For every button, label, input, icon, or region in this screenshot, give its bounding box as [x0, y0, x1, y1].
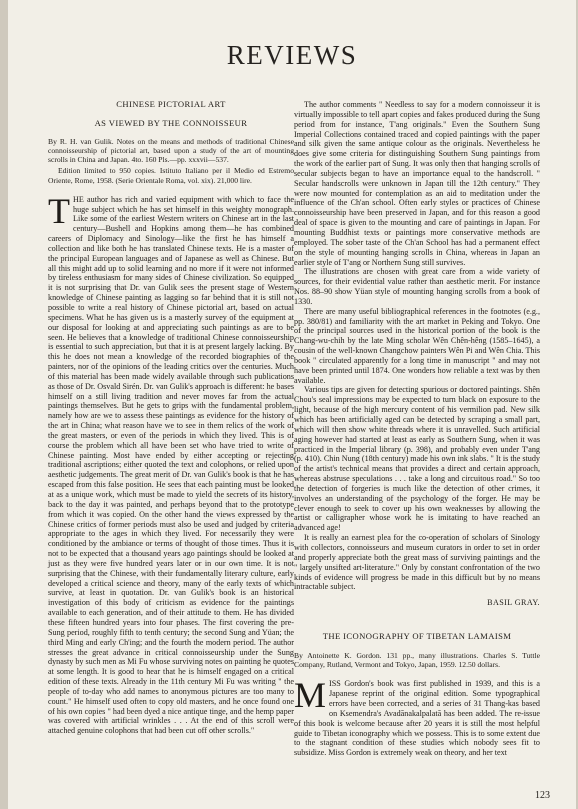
reviewer-signature: BASIL GRAY.: [487, 598, 540, 608]
review1-body: [48, 190, 294, 736]
review2-dropcap: M: [294, 675, 327, 716]
review2-title: THE ICONOGRAPHY OF TIBETAN LAMAISM: [322, 631, 512, 642]
review1-subtitle: AS VIEWED BY THE CONNOISSEUR: [94, 117, 248, 128]
left-column: [48, 100, 294, 736]
review2-body: [294, 675, 540, 758]
review2-bibliography: By Antoinette K. Gordon. 131 pp., many illustrations. Charles S. Tuttle Company, Rutland, Vermont and Tokyo, Japan, 1959. 12.50 dollars.: [294, 650, 540, 670]
right-column: [294, 100, 540, 758]
page-number: 123: [535, 790, 550, 801]
review2-body-text: ISS Gordon's book was first published in 1939, and this is a Japanese reprint of the original edition. Some typographical errors have been corrected, and a series of 31 Thang-kas based on Ksemendra's Avadānakalpalatā has been added. The re-issue of this book is welcome because after 20 years it is still the most helpful guide to Tibetan iconography which we possess. This is to some extent due to the stagnant condition of these studies which nobody sees fit to subsidize. Miss Gordon is extremely weak on theory, and her text: [294, 679, 540, 758]
journal-page: [8, 0, 576, 809]
review1-paragraph: There are many useful bibliographical references in the footnotes (e.g., pp. 380/81) and familiarity with the art market in Peking and Tokyo. One of the principal sources used in the historical portion of the book is the Chang-wu-chih by the late Ming scholar Wên Chên-hêng (1585–1645), a cousin of the well-known Changchow painters Wên Pi and Wên Chia. This book " circulated apparently for a long time in manuscript " and may not have been printed until 1874. One wonders how reliable a text was by then available.: [294, 306, 540, 385]
review1-paragraph: The author comments " Needless to say for a modern connoisseur it is virtually impossible to tell apart copies and fakes produced during the Sung period from for instance, T'ang originals." Even the Southern Sung Imperial Collections contained traced and copied paintings with the paper and silk given the same antique colour as the originals. Nevertheless he does give some criteria for distinguishing Southern Sung paintings from the work of the earlier part of Sung. It was only then that hanging scrolls of secular subjects began to have an importance equal to the handscroll. " Secular handscrolls were unknown in Japan till the 12th century." They were now mounted for contemplation as an aid to meditation under the influence of the Ch'an school. Often early styles or practices of Chinese connoisseurship have been preserved in Japan, and for this reason a good deal of space is given to the mounting and care of paintings in Japan. For mounting Buddhist texts or paintings more conservative methods are employed. The sober taste of the Ch'an School has had a permanent effect on the style of mounting hanging scrolls in China, whereas in Japan an earlier style of T'ang or Northern Sung still survives.: [294, 100, 540, 267]
review1-bibliography: By R. H. van Gulik. Notes on the means and methods of traditional Chinese connoisseurship of pictorial art, based upon a study of the art of mounting scrolls in China and Japan. 4to. 160 Pls.—pp. xxxvii—537.: [48, 136, 294, 165]
review1-paragraph: It is really an earnest plea for the co-operation of scholars of Sinology with collectors, connoisseurs and museum curators in order to set in order and properly appreciate both the great mass of surviving paintings and the " largely unsifted art-literature." Only by constant confrontation of the two kinds of evidence will progress be made in this difficult but by no means intractable subject.: [294, 533, 540, 592]
review1-paragraph: Various tips are given for detecting spurious or doctored paintings. Shên Chou's seal impressions may be expected to turn black on exposure to the light, because of the high mercury content of his vermilion pad. New silk which has been artificially aged can be detected by scraping a small part, which will then show white threads where it is unravelled. Such artificial aging however had started at least as early as Southern Sung, when it was practiced in the Imperial library (p. 398), and probably even under T'ang (p. 410). Chin Nung (18th century) made his own ink slabs. " It is the study of the artist's technical means that provides a direct and certain approach, whereas abstruse speculations . . . take a long and circuitous road." So too the detection of forgeries is much like the detection of other crimes, it involves an understanding of the psychology of the forger. He may be clever enough to seek to cover up his own weaknesses by allowing the artist or calligrapher whose work he is imitating to have reached an advanced age!: [294, 385, 540, 533]
review1-body-text: HE author has rich and varied equipment with which to face the huge subject which he has set himself in this weighty monograph. Like some of the earliest Western writers on Chinese art in the last century—Bushell and Hopkins among them—he has combined careers of Diplomacy and Sinology—like the first he has himself a collection and like both he has translated Chinese texts. He is a master of the principal European languages and of Japanese as well as Chinese. But all this might add up to solid learning and no more if it were not informed by tireless enthusiasm for many sides of Chinese civilization. So equipped it is not surprising that Dr. van Gulik sees the present stage of Western knowledge of Chinese painting as lagging so far behind that it is still not possible to write a real history of Chinese pictorial art, based on actual specimens. What he has given us is a masterly survey of the equipment at our disposal for looking at and appreciating such paintings as are to be seen. He believes that a knowledge of traditional Chinese connoisseurship is essential to such appreciation, but that it is at present largely lacking. By this he does not mean a knowledge of the recorded biographies of the painters, nor of the opinions of the leading critics over the centuries. Much of this material has been made widely available through such publications as those of Dr. Osvald Sirén. Dr. van Gulik's approach is different: he bases himself on a still living tradition and never moves far from the actual paintings themselves. But he gets to grips with the fundamental problem, namely how are we to assess these paintings as evidence for the history of the art in China; what reason have we to see in them relics of the work of the great masters, or even of the periods in which they lived. This is of course the problem which all have been set who have tried to write of Chinese painting. Most have ended by either accepting or rejecting traditional ascriptions; either quoted the text and colophons, or relied upon aesthetic judgements. The great merit of Dr. van Gulik's book is that he has escaped from this false position. He sees that each painting must be looked at as a unique work, which must be made to yield the secrets of its history, back to the day it was painted, and perhaps beyond that to the prototype from which it was copied. On the other hand the views expressed by the Chinese critics of former periods must also be used and judged by criteria appropriate to the ages in which they lived. For necessarily they were conditioned by the ambiance or terms of thought of those times. Thus it is not to be expected that a thousand years ago paintings should be looked at just as they were five hundred years later or in our own time. It is not surprising that the Chinese, with their fundamentally literary culture, early developed a critical science and theory, many of the early texts of which survive, at least in quotation. Dr. van Gulik's book is an historical investigation of this body of criticism as evidence for the paintings available to each generation, and of their attitude to them. He has divided these fifteen hundred years into four phases. The first covering the pre-Sung period, roughly fifth to tenth century; the second Sung and Yüan; the third Ming and early Ch'ing; and the fourth the modern period. The author stresses the great advance in critical connoisseurship under the Sung dynasty by such men as Mi Fu whose surviving notes on painting he quotes at some length. It is good to hear that he is himself engaged on a critical edition of these texts. Already in the 11th century Mi Fu was writing " the people of to-day who add names to anonymous pictures are too many to count." He himself used often to copy old masters, and he once found one of his own copies " had been dyed a nice antique tinge, and the hemp paper was covered with artificial wrinkles . . . At the end of this scroll were attached genuine colophons that had been cut off other scrolls.": [48, 194, 294, 736]
page-heading: REVIEWS: [226, 40, 358, 70]
review1-paragraph: The illustrations are chosen with great care from a wide variety of sources, for their evidential value rather than aesthetic merit. For instance Nos. 88–90 show Yüan style of mounting hanging scrolls from a book of 1330.: [294, 267, 540, 306]
review1-title: CHINESE PICTORIAL ART: [116, 99, 226, 109]
review1-edition: Edition limited to 950 copies. Istituto Italiano per il Medio ed Estremo Oriente, Rome, 1958. (Serie Orientale Roma, vol. xix). 21,000 lire.: [48, 166, 294, 185]
review1-dropcap: T: [48, 190, 70, 231]
